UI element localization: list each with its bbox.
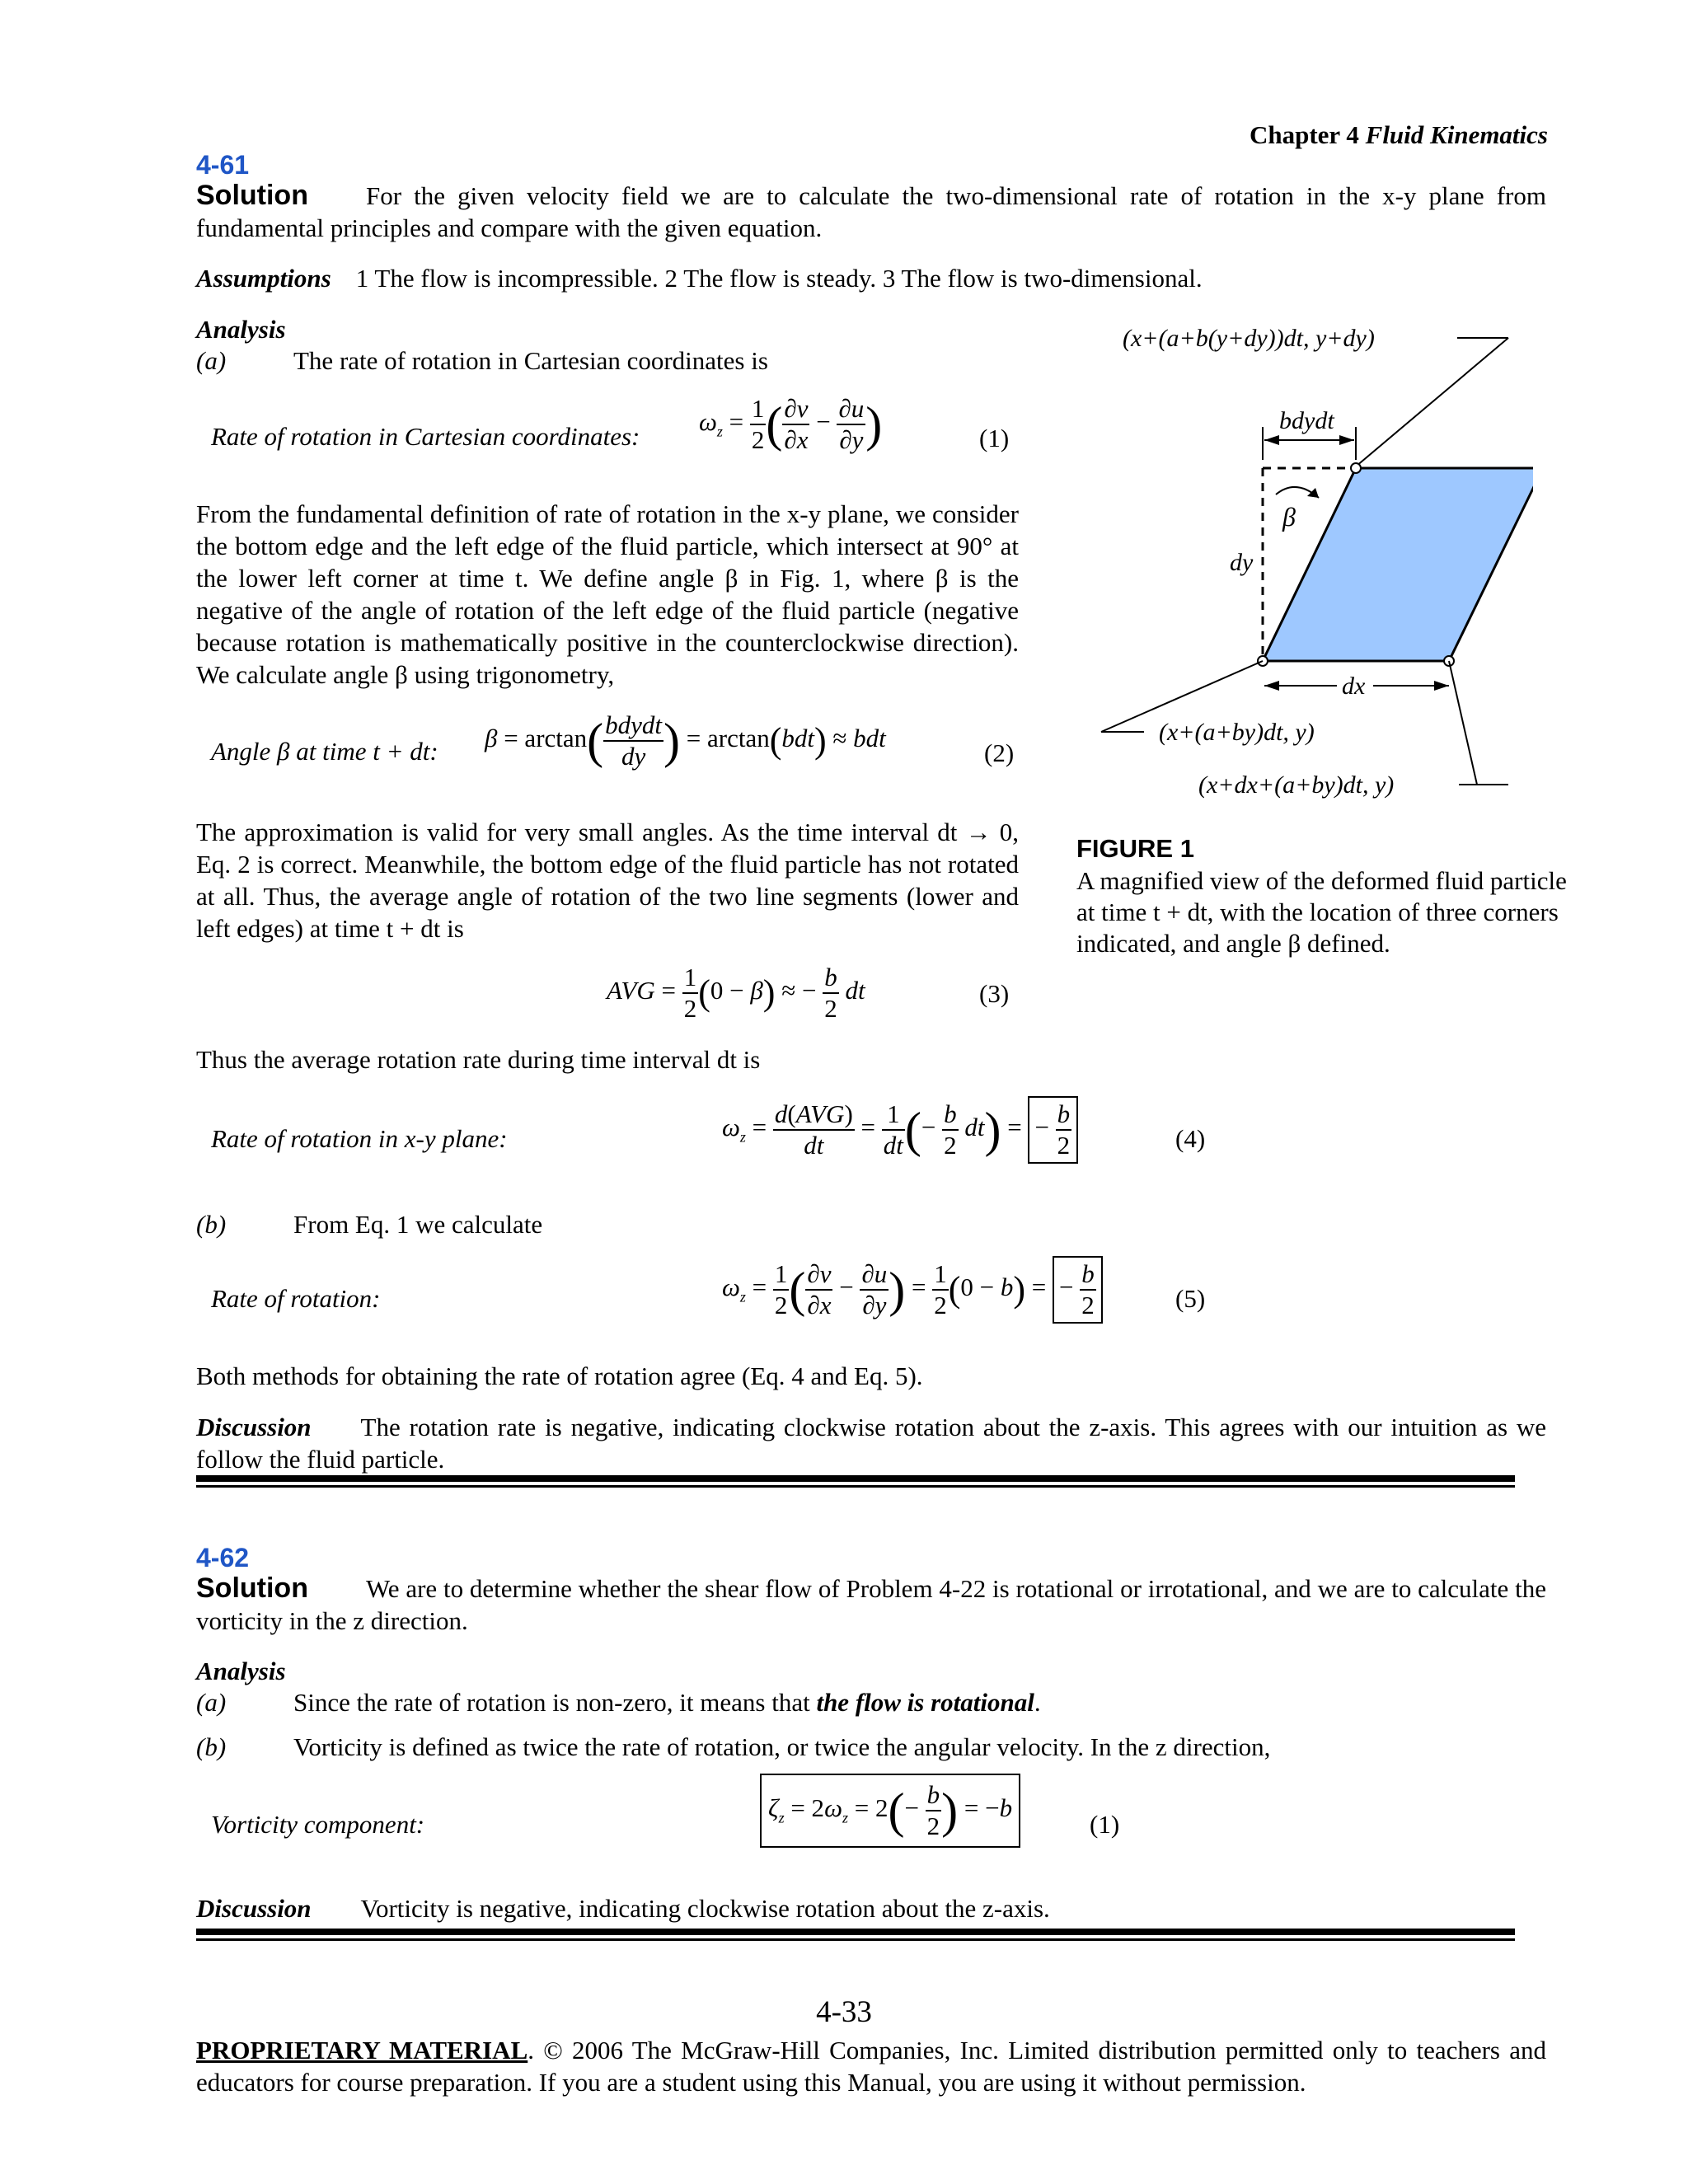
equation-1: $\omega_z$ = $\frac{1}{2}$ ( $\frac{\partial v}{\partial x}$ − $\frac{\partial u}{\partial y}$ ) [699, 394, 883, 454]
figure-caption: A magnified view of the deformed fluid particle at time t + dt, with the location of three corners indicated, and angle β defined. [1076, 866, 1567, 958]
dx-label: dx [1342, 673, 1366, 700]
solution-label: Solution [196, 1572, 308, 1604]
paragraph-2: The approximation is valid for very small angles. As the time interval dt → 0, Eq. 2 is correct. Meanwhile, the bottom edge of the fluid particle has not rotated at all. Thus, the average angle of rotation of the two line segments (lower and left edges) at time t + dt is [196, 818, 1019, 943]
equation-3: AVG = $\frac{1}{2}$ (0 − β) ≈ − $\frac{b}{2}$ dt [607, 963, 865, 1023]
part-a-label: (a) [196, 346, 227, 375]
solution-4-62 [196, 1572, 1546, 1637]
solution-label: Solution [196, 180, 308, 211]
dx-arrow-left [1264, 681, 1279, 691]
eq1-label: Rate of rotation in Cartesian coordinates: [211, 422, 640, 451]
bdydt-arrow-left [1264, 435, 1279, 445]
vorticity-eq-number: (1) [1090, 1810, 1120, 1839]
part-a-text: The rate of rotation in Cartesian coordinates is [293, 346, 768, 375]
part-a-text: Since the rate of rotation is non-zero, it means that [293, 1688, 810, 1717]
figure-label: FIGURE 1 [1076, 834, 1194, 863]
section-rule-thick [196, 1475, 1515, 1482]
eq1-number: (1) [979, 424, 1010, 452]
eq4-label: Rate of rotation in x-y plane: [211, 1124, 508, 1153]
page-number: 4-33 [816, 1995, 872, 2029]
top-corner-label: (x+(a+b(y+dy))dt, y+dy) [1123, 325, 1375, 352]
part-a-text-4-62: Since the rate of rotation is non-zero, it means that the flow is rotational. [293, 1688, 1041, 1717]
deformed-fluid-particle [1263, 468, 1533, 661]
analysis-label: Analysis [196, 315, 286, 344]
equation-5: $\omega_z$ = $\frac{1}{2}$ ( $\frac{\partial v}{\partial x}$ − $\frac{\partial u}{\partial y}$ ) = $\frac{1}{2}$ (0 − b) = − $\frac{b}{2}$ [722, 1256, 1103, 1324]
proprietary-label: PROPRIETARY MATERIAL [196, 2036, 528, 2064]
part-b-label: (b) [196, 1210, 227, 1239]
bottom-right-label: (x+dx+(a+by)dt, y) [1198, 771, 1395, 799]
paragraph-1: From the fundamental definition of rate of rotation in the x-y plane, we consider the bottom edge and the left edge of the fluid particle, which intersect at 90° at the lower left corner at time t. We define angle β in Fig. 1, where β is the negative of the angle of rotation of the left edge of the fluid particle (negative because rotation is mathematically positive in the counterclockwise direction). We calculate angle β using trigonometry, [196, 499, 1019, 689]
chapter-title: Fluid Kinematics [1365, 120, 1548, 149]
problem-number-4-62: 4-62 [196, 1543, 250, 1572]
eq5-label: Rate of rotation: [211, 1284, 381, 1313]
eq2-label: Angle β at time t + dt: [211, 737, 438, 766]
assumptions-text: 1 The flow is incompressible. 2 The flow is steady. 3 The flow is two-dimensional. [355, 264, 1203, 293]
paragraph-4: Both methods for obtaining the rate of rotation agree (Eq. 4 and Eq. 5). [196, 1361, 923, 1390]
figure-1-diagram [1071, 305, 1533, 816]
part-a-label-4-62: (a) [196, 1688, 227, 1717]
flow-rotational: the flow is rotational [816, 1688, 1034, 1717]
beta-arrow-head [1307, 488, 1319, 498]
eq3-number: (3) [979, 979, 1010, 1008]
assumptions-label: Assumptions [196, 264, 331, 293]
vorticity-label: Vorticity component: [211, 1810, 425, 1839]
equation-4: $\omega_z$ = $\frac{\text{d(AVG)}}{dt}$ = $\frac{1}{dt}$ (− $\frac{b}{2}$ dt) = − $\frac{b}{2}$ [722, 1096, 1078, 1164]
solution-text: We are to determine whether the shear flow of Problem 4-22 is rotational or irrotational, and we are to calculate the vorticity in the z direction. [196, 1574, 1546, 1635]
top-leader-diagonal [1356, 338, 1508, 466]
solution-4-61 [196, 180, 1546, 244]
part-b-text-4-62: Vorticity is defined as twice the rate of rotation, or twice the angular velocity. In the z direction, [293, 1732, 1271, 1761]
eq5-number: (5) [1175, 1284, 1206, 1313]
section-rule-thick-2 [196, 1929, 1515, 1935]
dx-arrow-right [1434, 681, 1449, 691]
corner-marker-top-left [1351, 463, 1361, 473]
chapter-label: Chapter 4 [1249, 120, 1359, 149]
eq4-number: (4) [1175, 1124, 1206, 1153]
paragraph-3: Thus the average rotation rate during time interval dt is [196, 1045, 761, 1074]
bottom-right-leader [1449, 661, 1477, 785]
section-rule-thin [196, 1485, 1515, 1488]
copyright-text: . © 2006 The McGraw-Hill Companies, Inc. Limited distribution permitted only to teachers and educators for course preparation. If you are a student using this Manual, you are using it without permission. [196, 2036, 1546, 2097]
eq2-number: (2) [984, 738, 1015, 767]
vorticity-equation: $\zeta_z = 2\omega_z = 2(-$ $\frac{b}{2}$ ) = −b [760, 1774, 1020, 1848]
discussion-label: Discussion [196, 1413, 312, 1441]
assumptions-4-61 [196, 262, 1350, 294]
analysis-label-4-62: Analysis [196, 1657, 286, 1685]
section-rule-thin-2 [196, 1938, 1515, 1941]
part-b-text: From Eq. 1 we calculate [293, 1210, 543, 1239]
equation-2: β = arctan( $\frac{\text{bdydt}}{dy}$ ) = arctan(bdt) ≈ bdt [485, 710, 886, 771]
solution-text: For the given velocity field we are to calculate the two-dimensional rate of rotation in the x-y plane from fundamental principles and compare with the given equation. [196, 181, 1546, 242]
discussion-text: Vorticity is negative, indicating clockwise rotation about the z-axis. [360, 1894, 1050, 1923]
bottom-left-label: (x+(a+by)dt, y) [1159, 719, 1315, 746]
discussion-4-62 [196, 1892, 1050, 1924]
problem-number-4-61: 4-61 [196, 150, 250, 180]
bdydt-arrow-right [1339, 435, 1354, 445]
part-b-label-4-62: (b) [196, 1732, 227, 1761]
bdydt-label: bdydt [1279, 407, 1334, 434]
beta-label: β [1282, 502, 1296, 532]
dy-label: dy [1230, 549, 1254, 576]
running-header [1250, 119, 1548, 151]
discussion-text: The rotation rate is negative, indicating clockwise rotation about the z-axis. This agrees with our intuition as we follow the fluid particle. [196, 1413, 1546, 1474]
discussion-4-61 [196, 1411, 1546, 1475]
footer-notice [196, 2034, 1546, 2098]
discussion-label: Discussion [196, 1894, 312, 1923]
